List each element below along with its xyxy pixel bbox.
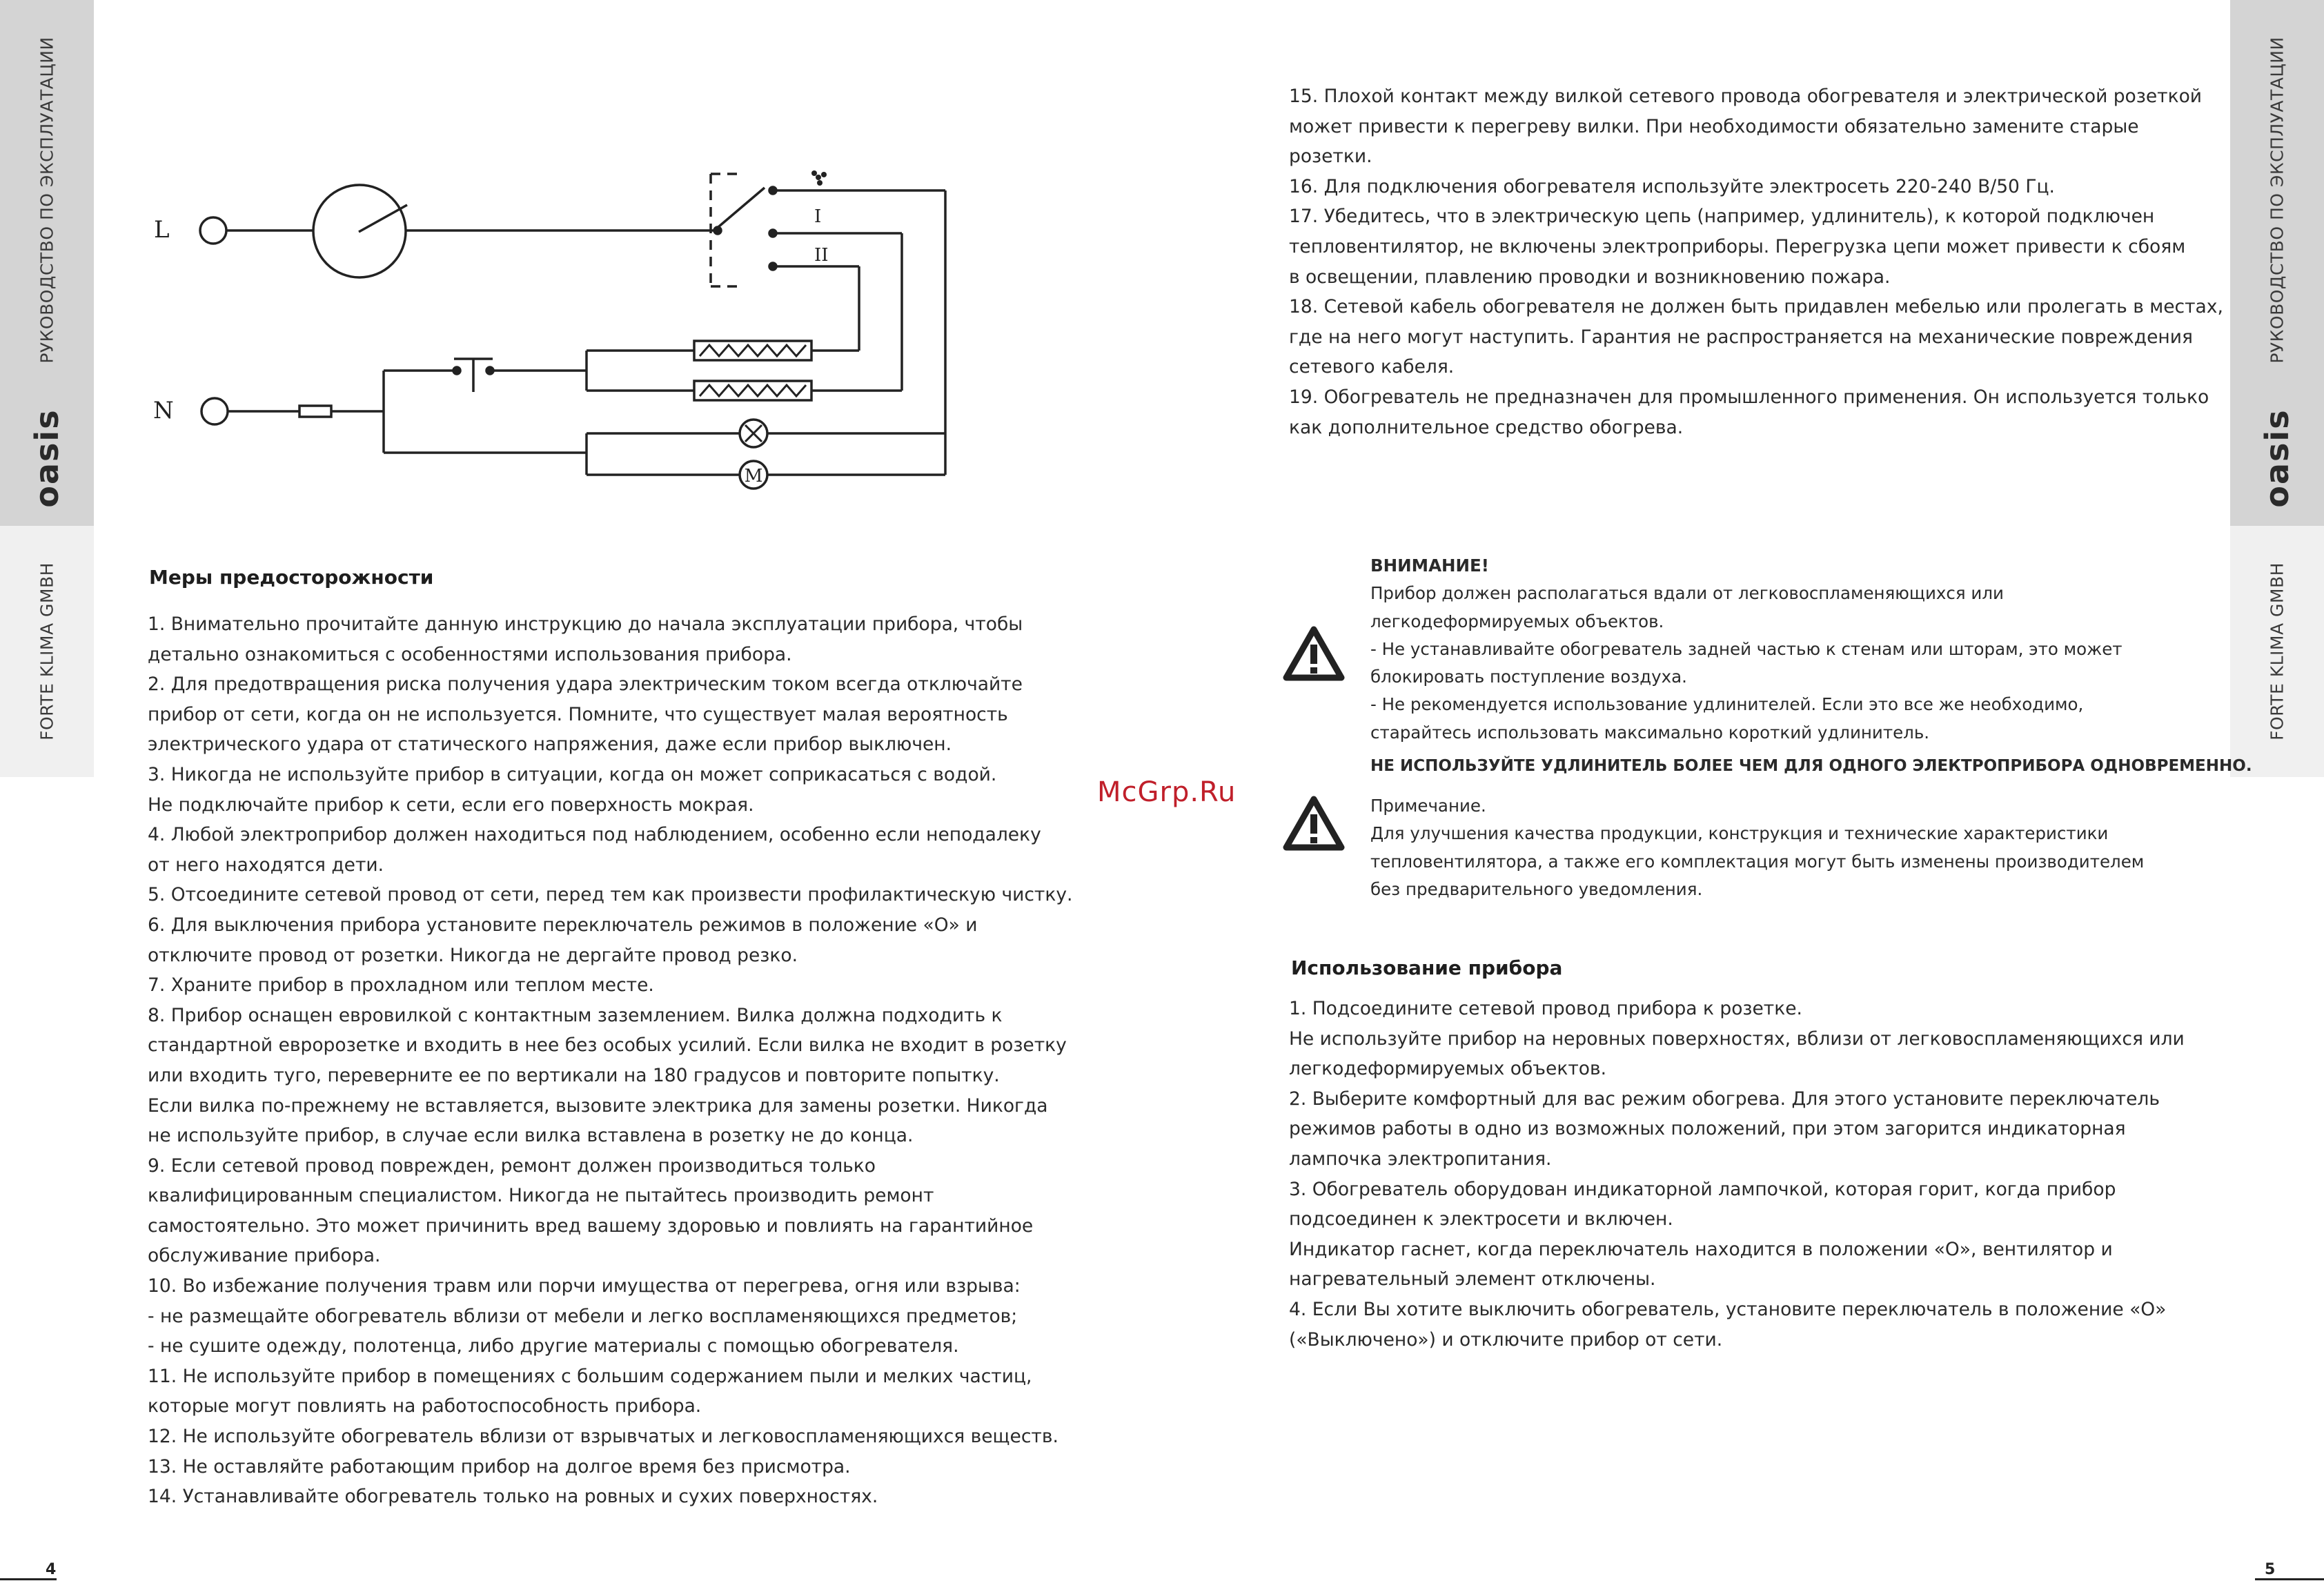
watermark: McGrp.Ru: [1097, 776, 1237, 808]
sidebar-company-label: FORTE KLIMA GMBH: [37, 562, 57, 740]
heater-zigzag: [700, 345, 806, 356]
page-number-left: 4: [46, 1561, 57, 1578]
section-title-usage: Использование прибора: [1291, 956, 1563, 979]
text-line: 9. Если сетевой провод поврежден, ремонт должен производиться только: [148, 1155, 876, 1177]
circuit-diagram: [131, 152, 966, 511]
section-title-precautions: Меры предосторожности: [149, 566, 434, 589]
text-line: подсоединен к электросети и включен.: [1289, 1208, 1673, 1230]
text-line: 2. Выберите комфортный для вас режим обогрева. Для этого установите переключатель: [1289, 1088, 2160, 1110]
fan-symbol: [811, 170, 827, 186]
warning-title: ВНИМАНИЕ!: [1370, 556, 1489, 576]
sidebar-company-label: FORTE KLIMA GMBH: [2267, 562, 2287, 740]
text-line: - не сушите одежду, полотенца, либо другие материалы с помощью обогревателя.: [148, 1335, 959, 1357]
text-line: 3. Обогреватель оборудован индикаторной лампочкой, которая горит, когда прибор: [1289, 1178, 2116, 1200]
switch-contact: [769, 263, 776, 270]
text-line: легкодеформируемых объектов.: [1289, 1058, 1607, 1080]
text-line: - Не рекомендуется использование удлинителей. Если это все же необходимо,: [1370, 694, 2084, 715]
text-line: Для улучшения качества продукции, конструкция и технические характеристики: [1370, 823, 2109, 844]
text-line: 6. Для выключения прибора установите переключатель режимов в положение «О» и: [148, 914, 978, 936]
brand-logo: oasis: [2258, 409, 2296, 508]
text-line: 3. Никогда не используйте прибор в ситуации, когда он может соприкасаться с водой.: [148, 763, 997, 785]
text-line: где на него могут наступить. Гарантия не распространяется на механические повреждения: [1289, 326, 2193, 348]
text-line: может привести к перегреву вилки. При необходимости обязательно замените старые: [1289, 115, 2139, 137]
text-line: 17. Убедитесь, что в электрическую цепь (например, удлинитель), к которой подключен: [1289, 206, 2155, 228]
text-line: в освещении, плавлению проводки и возникновению пожара.: [1289, 266, 1891, 288]
text-line: 4. Любой электроприбор должен находиться под наблюдением, особенно если неподалеку: [148, 824, 1041, 846]
precautions-continued-text: [1289, 81, 2223, 442]
text-line: Если вилка по-прежнему не вставляется, вызовите электрика для замены розетки. Никогда: [148, 1094, 1048, 1117]
text-line: лампочка электропитания.: [1289, 1148, 1552, 1170]
text-line: электрического удара от статического напряжения, даже если прибор выключен.: [148, 734, 952, 756]
switch-lever: [714, 188, 765, 230]
text-line: 16. Для подключения обогревателя используйте электросеть 220-240 В/50 Гц.: [1289, 175, 2055, 197]
text-line: старайтесь использовать максимально короткий удлинитель.: [1370, 722, 1930, 743]
note-title: Примечание.: [1370, 796, 1486, 816]
text-line: от него находятся дети.: [148, 854, 384, 876]
text-line: отключите провод от розетки. Никогда не дергайте провод резко.: [148, 944, 798, 966]
label-motor: M: [744, 466, 763, 487]
page-number-rule: [0, 1578, 57, 1580]
text-line: квалифицированным специалистом. Никогда не пытайтесь производить ремонт: [148, 1185, 934, 1207]
text-line: самостоятельно. Это может причинить вред вашему здоровью и повлиять на гарантийное: [148, 1215, 1034, 1237]
terminal-l: [200, 217, 226, 244]
warning-bold-line: НЕ ИСПОЛЬЗУЙТЕ УДЛИНИТЕЛЬ БОЛЕЕ ЧЕМ ДЛЯ ОДНОГО ЭЛЕКТРОПРИБОРА ОДНОВРЕМЕННО.: [1370, 757, 2252, 776]
terminal-n: [201, 398, 228, 424]
text-line: 18. Сетевой кабель обогревателя не должен быть придавлен мебелью или пролегать в местах,: [1289, 296, 2223, 318]
text-line: как дополнительное средство обогрева.: [1289, 416, 1684, 438]
text-line: или входить туго, переверните ее по вертикали на 180 градусов и повторите попытку.: [148, 1064, 1000, 1086]
precautions-text: [148, 609, 1072, 1512]
switch-contact: [714, 227, 721, 234]
text-line: 1. Внимательно прочитайте данную инструкцию до начала эксплуатации прибора, чтобы: [148, 613, 1023, 635]
text-line: режимов работы в одно из возможных положений, при этом загорится индикаторная: [1289, 1118, 2126, 1140]
sidebar-manual-label: РУКОВОДСТВО ПО ЭКСПЛУАТАЦИИ: [2267, 37, 2287, 364]
text-line: без предварительного уведомления.: [1370, 878, 1703, 899]
sidebar-manual-label: РУКОВОДСТВО ПО ЭКСПЛУАТАЦИИ: [37, 37, 57, 364]
warning-icon: [1282, 625, 1346, 683]
text-line: легкодеформируемых объектов.: [1370, 611, 1664, 631]
text-line: обслуживание прибора.: [148, 1245, 381, 1267]
label-position-2: II: [814, 245, 829, 266]
fuse: [299, 406, 331, 417]
text-line: тепловентилятора, а также его комплектация могут быть изменены производителем: [1370, 851, 2145, 872]
label-position-1: I: [814, 206, 822, 227]
text-line: Индикатор гаснет, когда переключатель находится в положении «О», вентилятор и: [1289, 1238, 2113, 1260]
thermostat-needle: [359, 205, 407, 232]
text-line: 15. Плохой контакт между вилкой сетевого провода обогревателя и электрической розеткой: [1289, 86, 2203, 107]
label-n: N: [153, 397, 174, 424]
text-line: Прибор должен располагаться вдали от легковоспламеняющихся или: [1370, 583, 2004, 604]
text-line: («Выключено») и отключите прибор от сети.: [1289, 1328, 1723, 1351]
text-line: 11. Не используйте прибор в помещениях с большим содержанием пыли и мелких частиц,: [148, 1365, 1032, 1387]
text-line: сетевого кабеля.: [1289, 356, 1455, 378]
warning-icon: [1282, 795, 1346, 853]
text-line: не используйте прибор, в случае если вилка вставлена в розетку не до конца.: [148, 1125, 914, 1147]
heater-zigzag: [700, 385, 806, 396]
text-line: 1. Подсоедините сетевой провод прибора к розетке.: [1289, 998, 1802, 1019]
text-line: 10. Во избежание получения травм или порчи имущества от перегрева, огня или взрыва:: [148, 1275, 1021, 1297]
switch-contact: [769, 230, 776, 237]
text-line: - Не устанавливайте обогреватель задней частью к стенам или шторам, это может: [1370, 638, 2123, 659]
lamp-cross: [745, 425, 762, 442]
text-line: 4. Если Вы хотите выключить обогреватель, установите переключатель в положение «О»: [1289, 1298, 2167, 1320]
text-line: 7. Храните прибор в прохладном или теплом месте.: [148, 974, 654, 996]
safety-switch-contact: [486, 367, 493, 374]
switch-contact: [769, 187, 776, 194]
label-l: L: [154, 216, 170, 244]
usage-text: [1289, 994, 2185, 1355]
text-line: Не используйте прибор на неровных поверхностях, вблизи от легковоспламеняющихся или: [1289, 1028, 2185, 1050]
text-line: 2. Для предотвращения риска получения удара электрическим током всегда отключайте: [148, 674, 1023, 696]
text-line: розетки.: [1289, 146, 1372, 168]
text-line: нагревательный элемент отключены.: [1289, 1268, 1656, 1290]
page-number-rule: [2255, 1578, 2324, 1580]
note-block: [1370, 792, 2144, 903]
text-line: прибор от сети, когда он не используется. Помните, что существует малая вероятность: [148, 703, 1008, 725]
text-line: тепловентилятор, не включены электроприборы. Перегрузка цепи может привести к сбоям: [1289, 235, 2186, 257]
text-line: 12. Не используйте обогреватель вблизи от взрывчатых и легковоспламеняющихся веществ.: [148, 1426, 1058, 1448]
text-line: - не размещайте обогреватель вблизи от мебели и легко воспламеняющихся предметов;: [148, 1305, 1018, 1327]
text-line: 5. Отсоедините сетевой провод от сети, перед тем как произвести профилактическую чистку.: [148, 884, 1073, 906]
text-line: 14. Устанавливайте обогреватель только на ровных и сухих поверхностях.: [148, 1486, 878, 1508]
text-line: блокировать поступление воздуха.: [1370, 667, 1687, 687]
warning-block: [1370, 552, 2252, 780]
text-line: стандартной евророзетке и входить в нее без особых усилий. Если вилка не входит в розетку: [148, 1034, 1067, 1057]
text-line: 8. Прибор оснащен евровилкой с контактным заземлением. Вилка должна подходить к: [148, 1004, 1003, 1026]
text-line: Не подключайте прибор к сети, если его поверхность мокрая.: [148, 794, 754, 816]
text-line: 19. Обогреватель не предназначен для промышленного применения. Он используется только: [1289, 386, 2209, 408]
page-number-right: 5: [2265, 1561, 2276, 1578]
text-line: детально ознакомиться с особенностями использования прибора.: [148, 643, 792, 665]
safety-switch-contact: [453, 367, 460, 374]
text-line: которые могут повлиять на работоспособность прибора.: [148, 1395, 702, 1417]
text-line: 13. Не оставляйте работающим прибор на долгое время без присмотра.: [148, 1455, 851, 1477]
brand-logo: oasis: [28, 409, 66, 508]
